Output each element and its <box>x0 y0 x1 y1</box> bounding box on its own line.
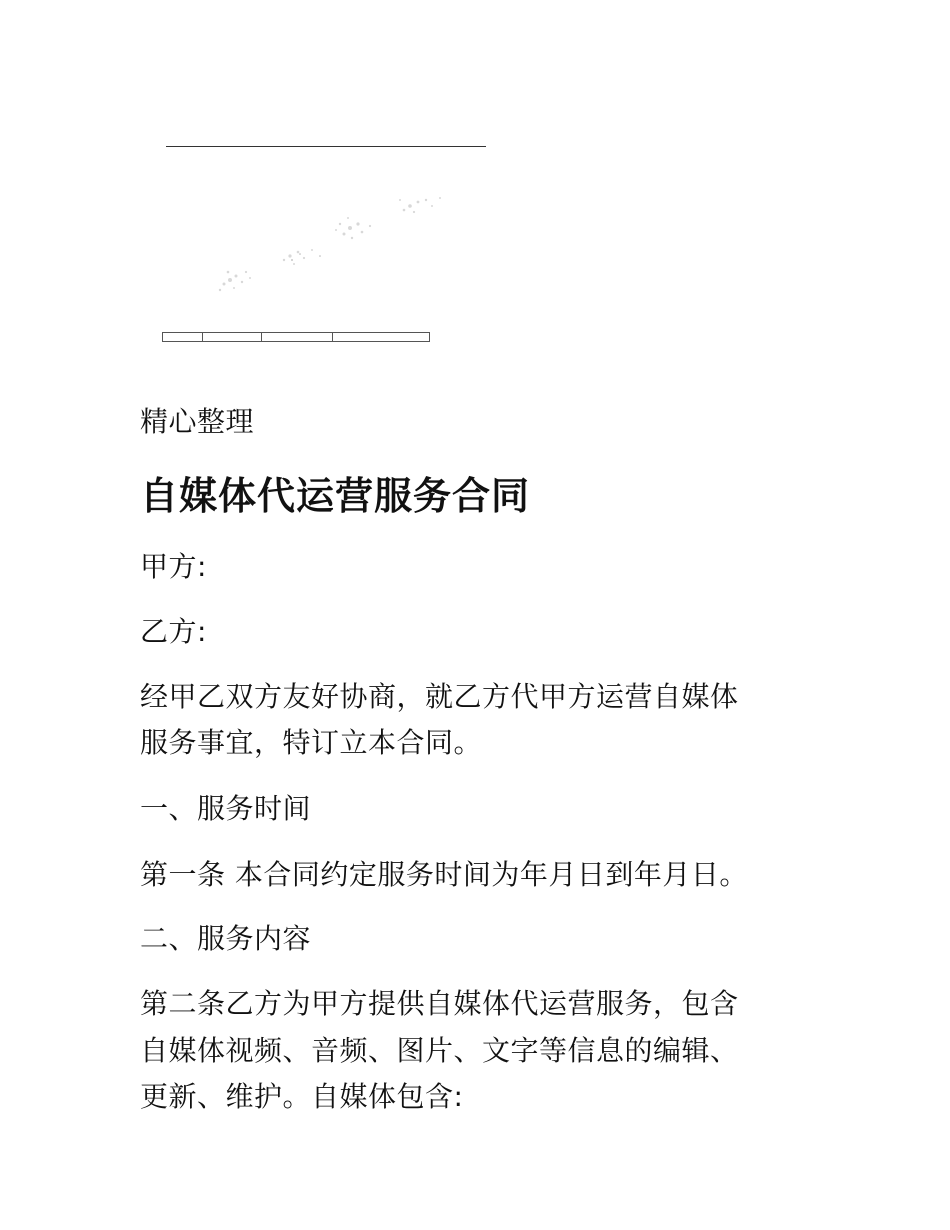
section-heading-service-time: 一、服务时间 <box>140 792 312 825</box>
decorative-bar <box>162 332 430 342</box>
intro-paragraph-line-2: 服务事宜，特订立本合同。 <box>140 726 483 759</box>
party-a-label: 甲方: <box>140 550 207 583</box>
faded-stamp-watermark <box>200 180 460 310</box>
bar-cell <box>262 333 333 341</box>
intro-paragraph-line-1: 经甲乙双方友好协商，就乙方代甲方运营自媒体 <box>140 680 739 713</box>
bar-cell <box>333 333 429 341</box>
page-title: 自媒体代运营服务合同 <box>140 474 531 518</box>
bar-cell <box>203 333 262 341</box>
article-2-line-3: 更新、维护。自媒体包含: <box>140 1080 464 1113</box>
article-2-line-1: 第二条乙方为甲方提供自媒体代运营服务，包含 <box>140 987 739 1020</box>
bar-cell <box>163 333 203 341</box>
article-2-line-2: 自媒体视频、音频、图片、文字等信息的编辑、 <box>140 1034 739 1067</box>
section-heading-service-content: 二、服务内容 <box>140 922 312 955</box>
top-rule <box>166 146 486 147</box>
party-b-label: 乙方: <box>140 615 207 648</box>
article-1-text: 第一条 本合同约定服务时间为年月日到年月日。 <box>140 858 748 891</box>
header-note: 精心整理 <box>140 405 255 438</box>
